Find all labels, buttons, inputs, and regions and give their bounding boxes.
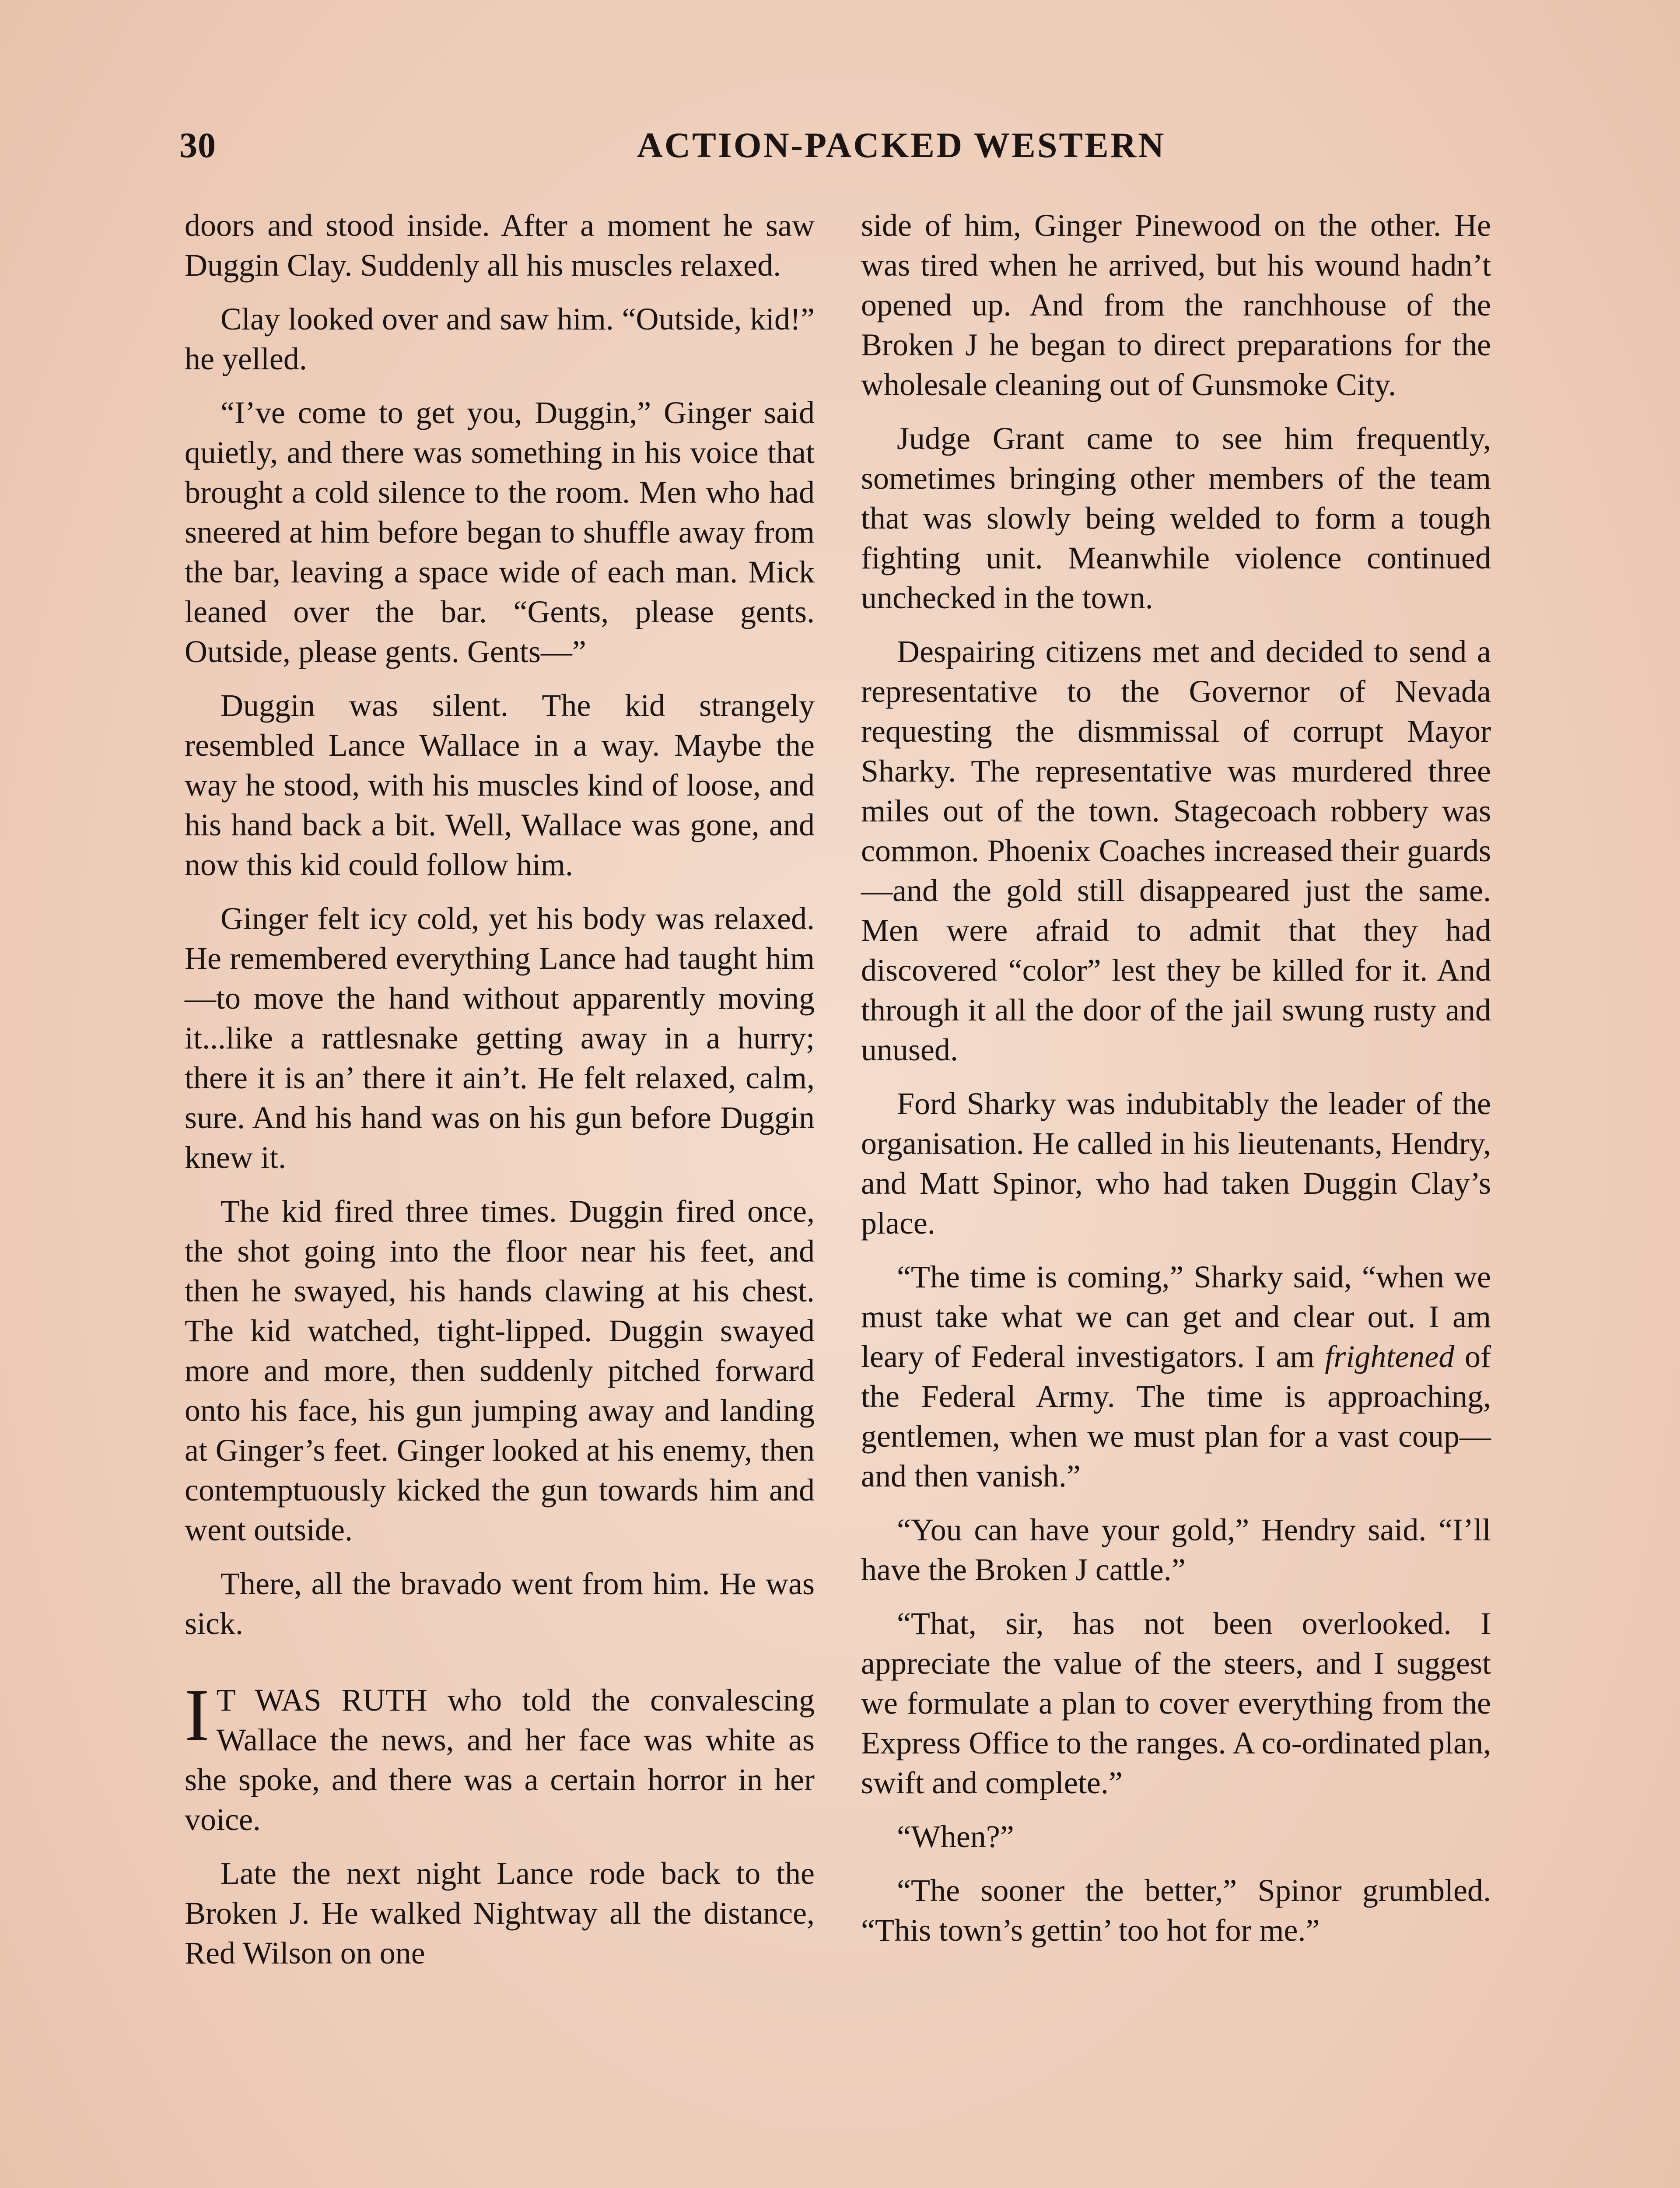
right-column: [861, 206, 1491, 1964]
paragraph: Judge Grant came to see him frequently, sometimes bringing other members of the team that was slowly being welded to form a tough fighting unit. Meanwhile violence continued unchecked in the town.: [861, 421, 1491, 615]
paragraph-text: “The time is coming,” Sharky said, “when we must take what we can get and clear out. I am leary of Federal investigators. I am: [861, 1259, 1491, 1374]
paragraph: Ginger felt icy cold, yet his body was relaxed. He remembered everything Lance had taught him—to move the hand without apparently moving it...like a rattlesnake getting away in a hurry; there it is an’ there it ain’t. He felt relaxed, calm, sure. And his hand was on his gun before Duggin knew it.: [185, 901, 815, 1175]
left-column: [185, 206, 815, 1987]
section-lead-in: T WAS RUTH: [216, 1683, 427, 1718]
paragraph: Ford Sharky was indubitably the leader of the organisation. He called in his lieutenants, Hendry, and Matt Spinor, who had taken Duggin Clay’s place.: [861, 1086, 1491, 1241]
paragraph: Despairing citizens met and decided to send a representative to the Governor of Nevada requesting the dismmissal of corrupt Mayor Sharky. The representative was murdered three miles out of the town. Stagecoach robbery was common. Phoenix Coaches increased their guards—and the gold still disappeared just the same. Men were afraid to admit that they had discovered “color” lest they be killed for it. And through it all the door of the jail swung rusty and unused.: [861, 634, 1491, 1067]
paragraph: “The sooner the better,” Spinor grumbled. “This town’s gettin’ too hot for me.”: [861, 1873, 1491, 1948]
drop-cap: I: [185, 1674, 210, 1756]
paragraph: The kid fired three times. Duggin fired once, the shot going into the floor near his feet, and then he swayed, his hands clawing at his chest. The kid watched, tight-lipped. Duggin swayed more and more, then suddenly pitched forward onto his face, his gun jumping away and landing at Ginger’s feet. Ginger looked at his enemy, then contemptuously kicked the gun towards him and went outside.: [185, 1194, 815, 1547]
paragraph: Clay looked over and saw him. “Outside, kid!” he yelled.: [185, 302, 815, 376]
page-header: [179, 125, 1501, 173]
paragraph: [861, 1257, 1491, 1496]
paragraph: “I’ve come to get you, Duggin,” Ginger said quietly, and there was something in his voice that brought a cold silence to the room. Men who had sneered at him before began to shuffle away from the bar, leaving a space wide of each man. Mick leaned over the bar. “Gents, please gents. Outside, please gents. Gents—”: [185, 395, 815, 669]
section-opening-paragraph: [185, 1674, 815, 1840]
paragraph: Duggin was silent. The kid strangely resembled Lance Wallace in a way. Maybe the way he stood, with his muscles kind of loose, and his hand back a bit. Well, Wallace was gone, and now this kid could follow him.: [185, 688, 815, 882]
paragraph-text: who told the convalescing Wallace the news, and her face was white as she spoke, and there was a certain horror in her voice.: [185, 1683, 815, 1837]
paragraph: Late the next night Lance rode back to the Broken J. He walked Nightway all the distance, Red Wilson on one: [185, 1856, 815, 1971]
paragraph: “When?”: [897, 1819, 1014, 1854]
paragraph: side of him, Ginger Pinewood on the other. He was tired when he arrived, but his wound hadn’t opened up. And from the ranchhouse of the Broken J he began to direct preparations for the wholesale cleaning out of Gunsmoke City.: [861, 208, 1491, 402]
paragraph: “That, sir, has not been overlooked. I appreciate the value of the steers, and I suggest we formulate a plan to cover everything from the Express Office to the ranges. A co-ordinated plan, swift and complete.”: [861, 1606, 1491, 1800]
paragraph: There, all the bravado went from him. He was sick.: [185, 1566, 815, 1641]
paragraph: doors and stood inside. After a moment he saw Duggin Clay. Suddenly all his muscles relaxed.: [185, 208, 815, 283]
page-number: 30: [179, 125, 216, 165]
paragraph-text: of the Federal Army. The time is approaching, gentlemen, when we must plan for a vast coup—and then vanish.”: [861, 1339, 1491, 1494]
emphasis-text: frightened: [1325, 1339, 1455, 1374]
paragraph: “You can have your gold,” Hendry said. “I’ll have the Broken J cattle.”: [861, 1512, 1491, 1587]
running-head-title: ACTION-PACKED WESTERN: [637, 125, 1166, 165]
